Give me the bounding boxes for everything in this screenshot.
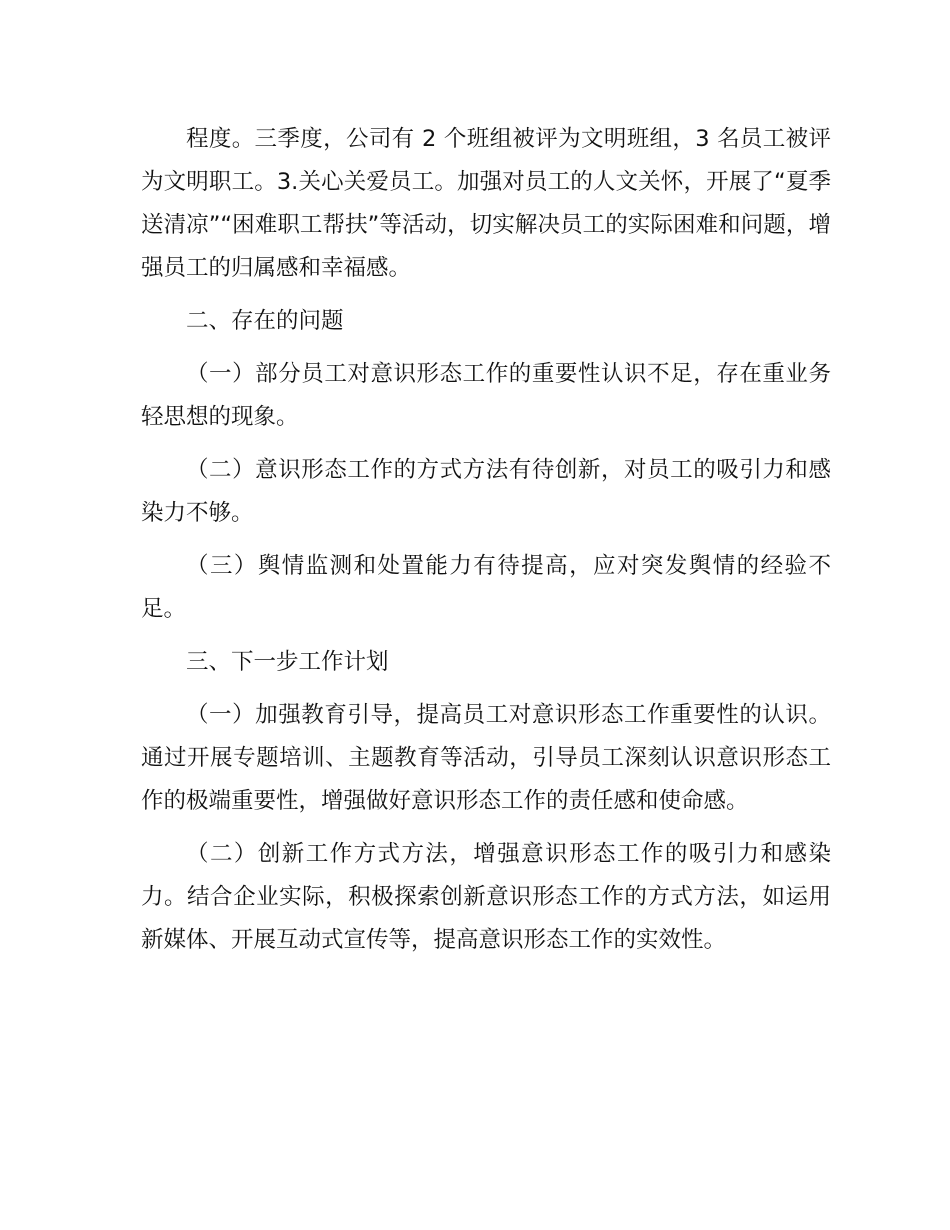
document-body: [141, 118, 831, 972]
paragraph-problem-2: （二）意识形态工作的方式方法有待创新，对员工的吸引力和感染力不够。: [141, 457, 831, 526]
paragraph-problem-1: （一）部分员工对意识形态工作的重要性认识不足，存在重业务轻思想的现象。: [141, 361, 831, 430]
section-heading-next-plan: 三、下一步工作计划: [186, 649, 389, 675]
paragraph-problem-3: （三）舆情监测和处置能力有待提高，应对突发舆情的经验不足。: [141, 553, 831, 622]
paragraph-plan-1: （一）加强教育引导，提高员工对意识形态工作重要性的认识。通过开展专题培训、主题教育等活动，引导员工深刻认识意识形态工作的极端重要性，增强做好意识形态工作的责任感和使命感。: [141, 702, 831, 814]
paragraph-continuation: 程度。三季度，公司有 2 个班组被评为文明班组，3 名员工被评为文明职工。3.关心关爱员工。加强对员工的人文关怀，开展了“夏季送清凉”“困难职工帮扶”等活动，切实解决员工的实际困难和问题，增强员工的归属感和幸福感。: [141, 126, 831, 281]
paragraph-plan-2: （二）创新工作方式方法，增强意识形态工作的吸引力和感染力。结合企业实际，积极探索创新意识形态工作的方式方法，如运用新媒体、开展互动式宣传等，提高意识形态工作的实效性。: [141, 841, 831, 953]
section-heading-problems: 二、存在的问题: [186, 308, 344, 334]
